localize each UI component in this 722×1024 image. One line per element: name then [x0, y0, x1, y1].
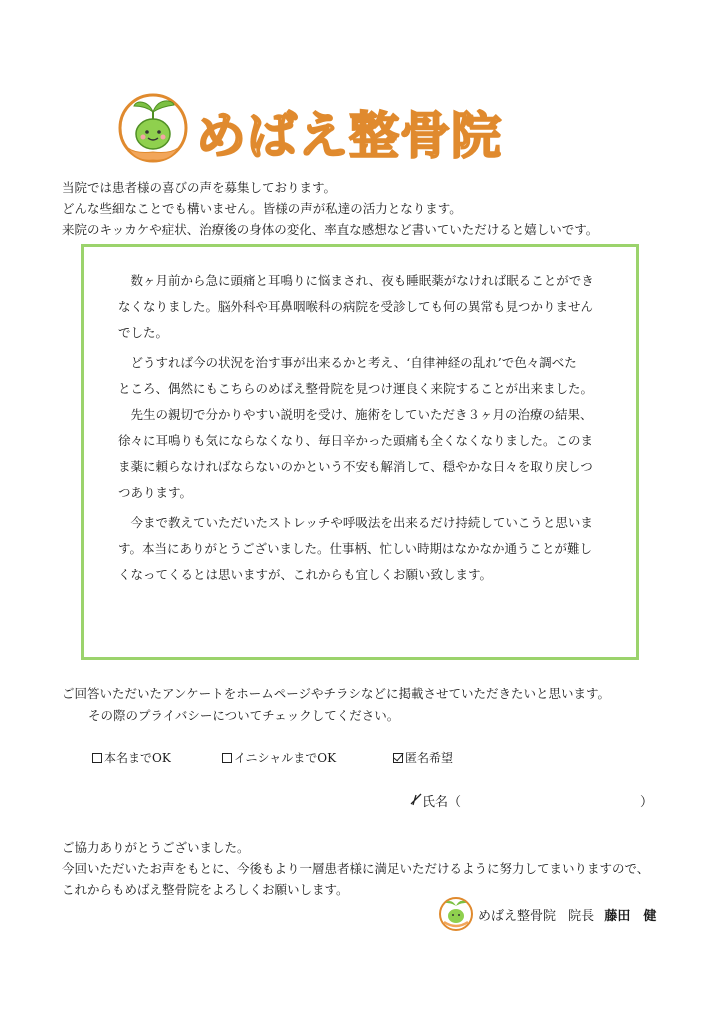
- intro-line: 当院では患者様の喜びの声を募集しております。: [62, 180, 337, 195]
- checkbox-unchecked-icon[interactable]: [92, 753, 102, 763]
- testimonial-line: す。本当にありがとうございました。仕事柄、忙しい時期はなかなか通うことが難し: [118, 541, 593, 556]
- signature-director: 藤田 健: [604, 909, 657, 924]
- signature-clinic: めばえ整骨院: [478, 909, 557, 924]
- testimonial-line: 先生の親切で分かりやすい説明を受け、施術をしていただき３ヶ月の治療の結果、: [118, 407, 593, 422]
- option-initials[interactable]: [222, 749, 336, 766]
- name-field[interactable]: [410, 791, 461, 810]
- thanks-line: ご協力ありがとうございました。: [62, 840, 250, 855]
- clinic-logo-small-icon: [438, 896, 474, 932]
- testimonial-line: なくなりました。脳外科や耳鼻咽喉科の病院を受診しても何の異常も見つかりません: [118, 299, 594, 314]
- name-label: 氏名（: [422, 795, 462, 810]
- intro-line: どんな些細なことでも構いません。皆様の声が私達の活力となります。: [62, 201, 462, 216]
- thanks-line: これからもめばえ整骨院をよろしくお願いします。: [62, 882, 349, 897]
- privacy-instruction: その際のプライバシーについてチェックしてください。: [88, 708, 400, 723]
- thanks-line: 今回いただいたお声をもとに、今後もより一層患者様に満足いただけるように努力してまいりますので、: [62, 861, 650, 876]
- checkbox-checked-icon[interactable]: [393, 753, 403, 763]
- testimonial-line: くなってくるとは思いますが、これからも宜しくお願い致します。: [118, 567, 493, 582]
- clinic-name-logotype: めばえ整骨院: [196, 107, 502, 165]
- option-anonymous[interactable]: [393, 749, 453, 766]
- testimonial-line: どうすれば今の状況を治す事が出来るかと考え、‘自律神経の乱れ’で色々調べた: [118, 355, 577, 370]
- option-label: イニシャルまでOK: [234, 751, 337, 765]
- testimonial-line: 数ヶ月前から急に頭痛と耳鳴りに悩まされ、夜も睡眠薬がなければ眠ることができ: [118, 273, 594, 288]
- name-close-paren: ）: [640, 795, 654, 810]
- signature: [478, 905, 656, 924]
- testimonial-line: つあります。: [118, 485, 193, 500]
- option-real-name[interactable]: [92, 749, 171, 766]
- clinic-logo-icon: [118, 90, 188, 168]
- testimonial-line: でした。: [118, 325, 169, 340]
- testimonial-line: ま薬に頼らなければならないのかという不安も解消して、穏やかな日々を取り戻しつ: [118, 459, 593, 474]
- checkbox-unchecked-icon[interactable]: [222, 753, 232, 763]
- testimonial-line: 徐々に耳鳴りも気にならなくなり、毎日辛かった頭痛も全くなくなりました。このま: [118, 433, 594, 448]
- option-label: 本名までOK: [104, 751, 171, 765]
- testimonial-line: 今まで教えていただいたストレッチや呼吸法を出来るだけ持続していこうと思いま: [118, 515, 593, 530]
- privacy-notice: ご回答いただいたアンケートをホームページやチラシなどに掲載させていただきたいと思います。: [62, 686, 611, 701]
- intro-line: 来院のキッカケや症状、治療後の身体の変化、率直な感想など書いていただけると嬉しいです。: [62, 222, 599, 237]
- strike-mark-icon: [410, 792, 422, 810]
- signature-title: 院長: [568, 909, 595, 924]
- option-label: 匿名希望: [405, 751, 454, 765]
- testimonial-line: ところ、偶然にもこちらのめばえ整骨院を見つけ運良く来院することが出来ました。: [118, 381, 594, 396]
